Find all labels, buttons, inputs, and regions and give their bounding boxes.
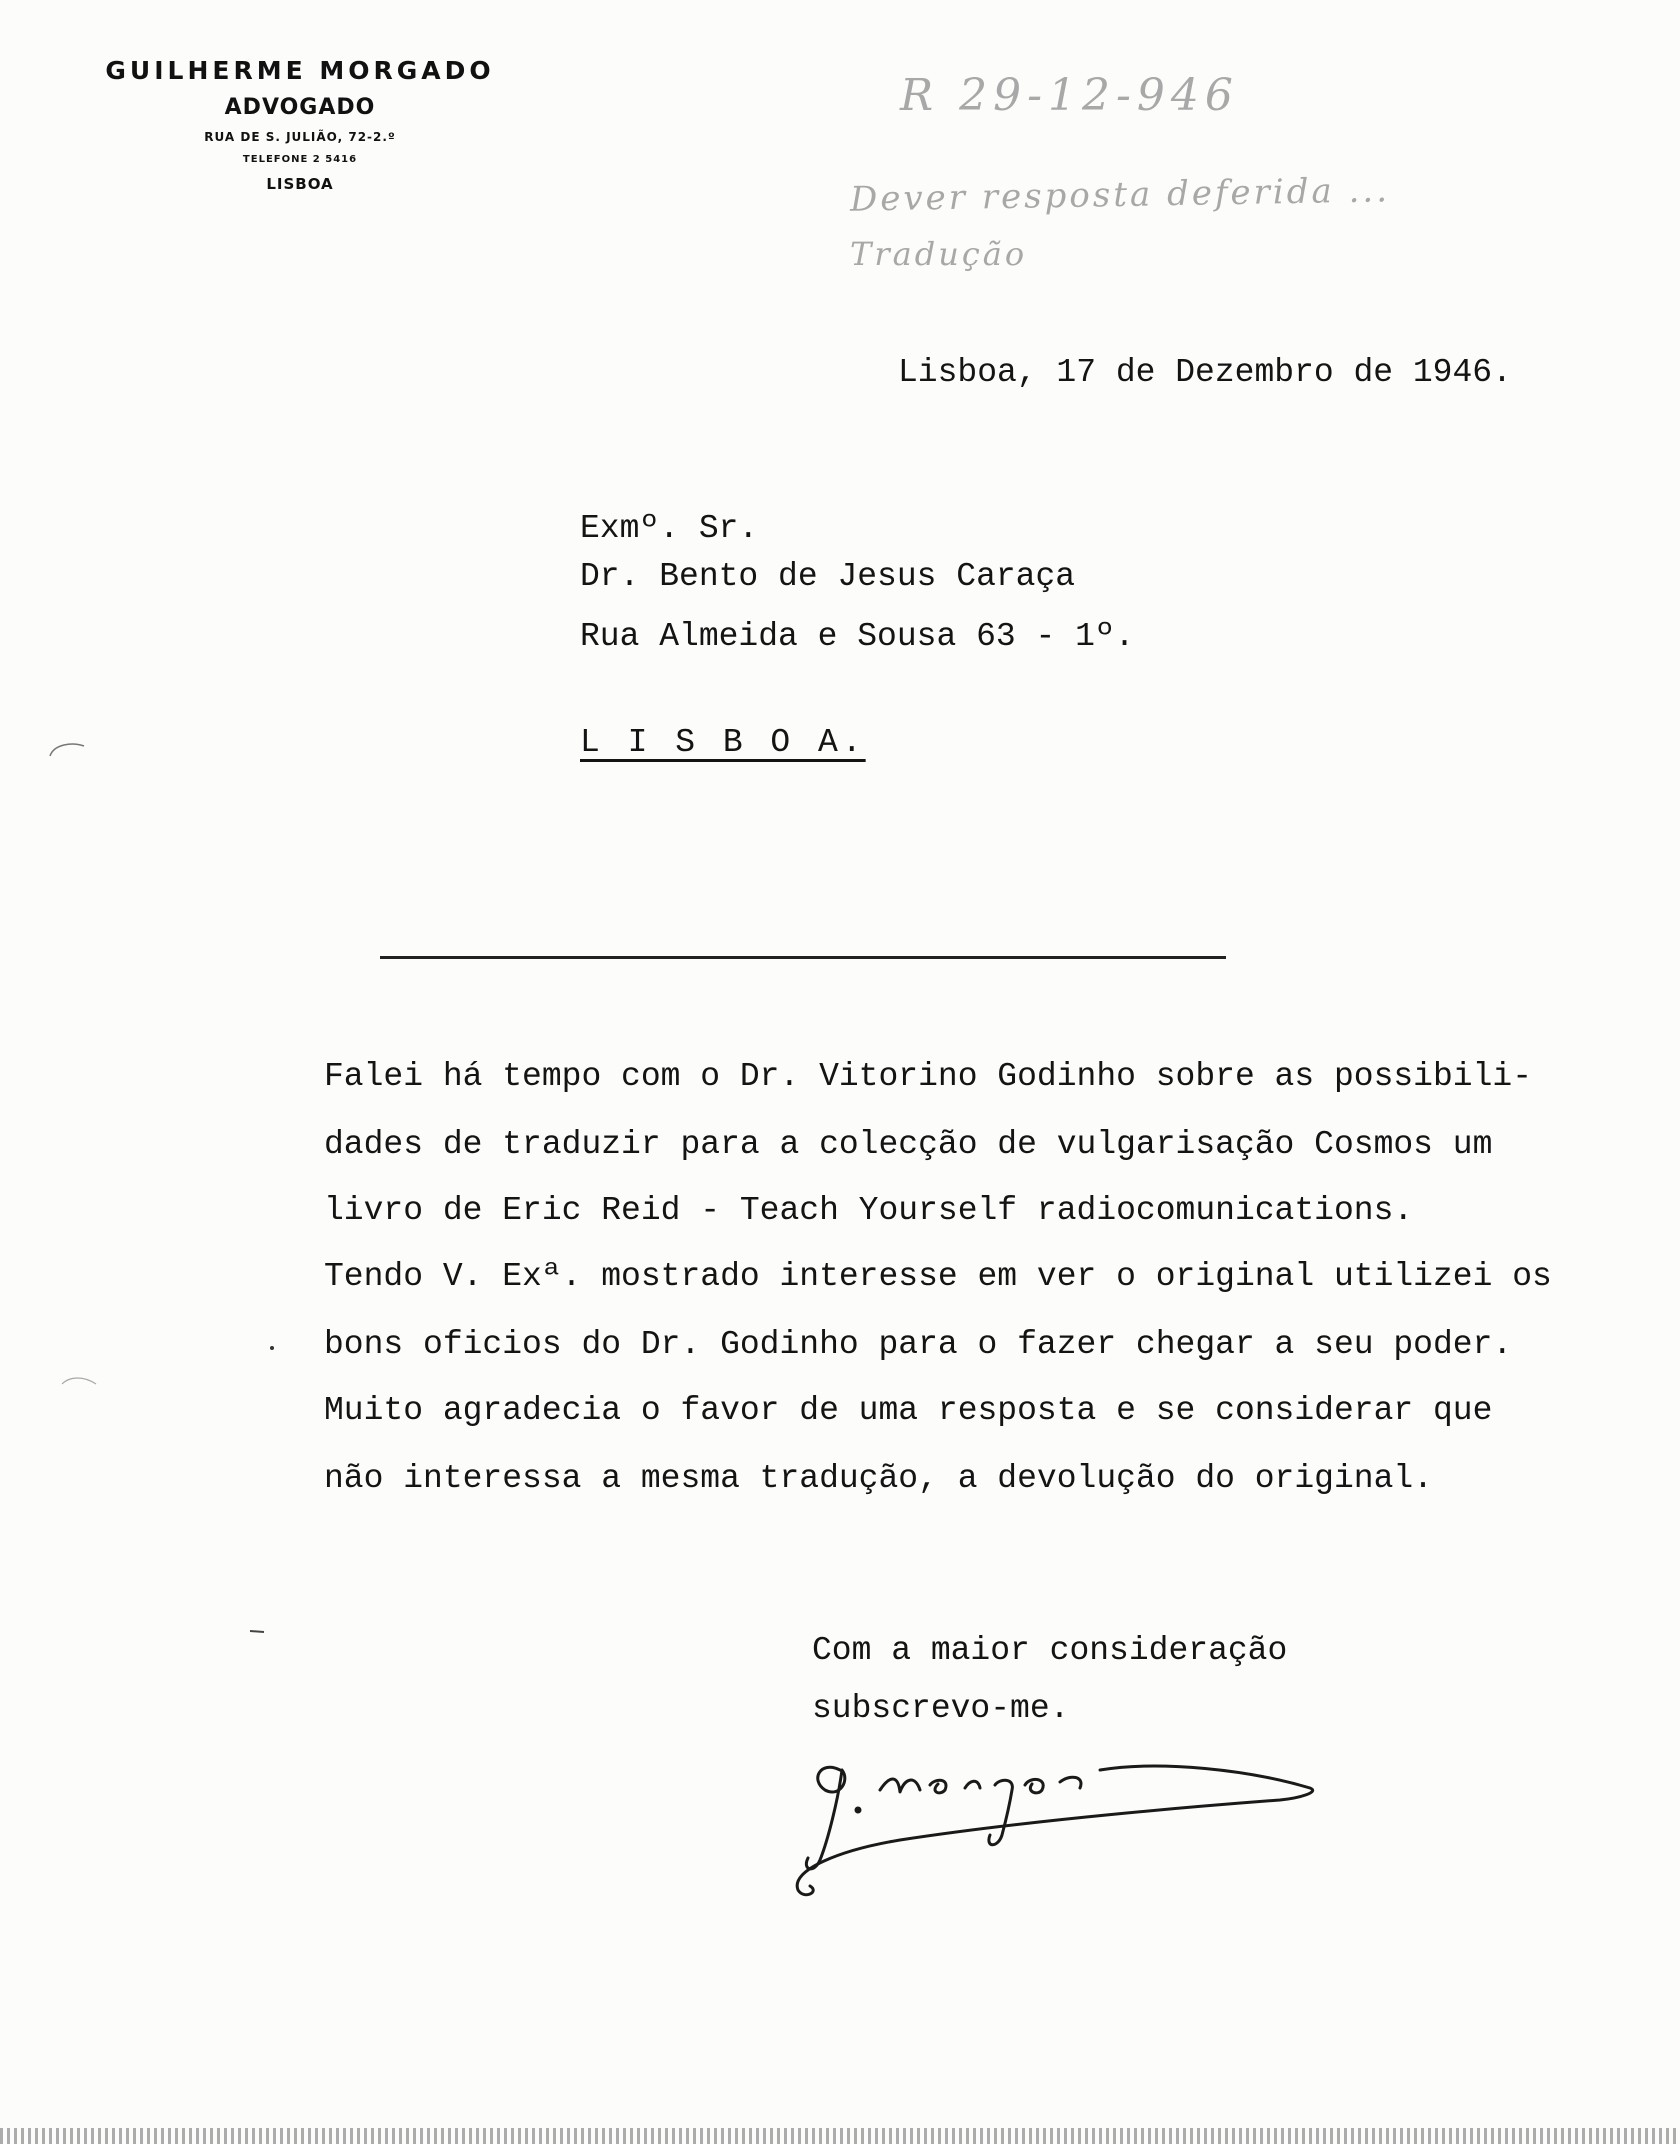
letter-date: Lisboa, 17 de Dezembro de 1946.: [898, 354, 1512, 391]
stray-mark-2: [248, 1626, 268, 1636]
body-line-3: livro de Eric Reid - Teach Yourself radiocomunications.: [324, 1192, 1414, 1229]
body-line-6: Muito agradecia o favor de uma resposta e se considerar que: [324, 1392, 1493, 1429]
pencil-note-line-1: Dever resposta deferida ...: [849, 170, 1391, 220]
letterhead-city: LISBOA: [266, 175, 334, 193]
body-line-7: não interessa a mesma tradução, a devolução do original.: [324, 1460, 1433, 1497]
body-line-1: Falei há tempo com o Dr. Vitorino Godinho sobre as possibili-: [324, 1058, 1532, 1095]
recipient-line-1: Exmº. Sr.: [580, 510, 759, 547]
stray-mark-left: [44, 736, 94, 766]
separator-rule: [380, 956, 1226, 959]
recipient-city: L I S B O A.: [580, 724, 866, 761]
stray-mark-left-2: [56, 1370, 106, 1400]
pencil-reference-note: R 29-12-946: [900, 70, 1239, 121]
letterhead-address: RUA DE S. JULIÃO, 72-2.º: [204, 130, 396, 144]
letterhead-phone: TELEFONE 2 5416: [242, 154, 358, 165]
recipient-line-3: Rua Almeida e Sousa 63 - 1º.: [580, 618, 1135, 655]
scan-edge-strip: [0, 2128, 1680, 2144]
letterhead: [80, 56, 520, 193]
letterhead-title: ADVOGADO: [224, 95, 376, 120]
letterhead-name: GUILHERME MORGADO: [105, 56, 495, 85]
body-line-5: bons oficios do Dr. Godinho para o fazer chegar a seu poder.: [324, 1326, 1513, 1363]
body-line-4: Tendo V. Exª. mostrado interesse em ver o original utilizei os: [324, 1258, 1552, 1295]
handwritten-signature: [780, 1740, 1340, 1920]
stray-dot: [268, 1344, 276, 1352]
closing-line-2: subscrevo-me.: [812, 1690, 1070, 1727]
closing-line-1: Com a maior consideração: [812, 1632, 1288, 1669]
recipient-line-2: Dr. Bento de Jesus Caraça: [580, 558, 1076, 595]
pencil-note-line-2: Tradução: [850, 235, 1028, 273]
body-line-2: dades de traduzir para a colecção de vulgarisação Cosmos um: [324, 1126, 1493, 1163]
